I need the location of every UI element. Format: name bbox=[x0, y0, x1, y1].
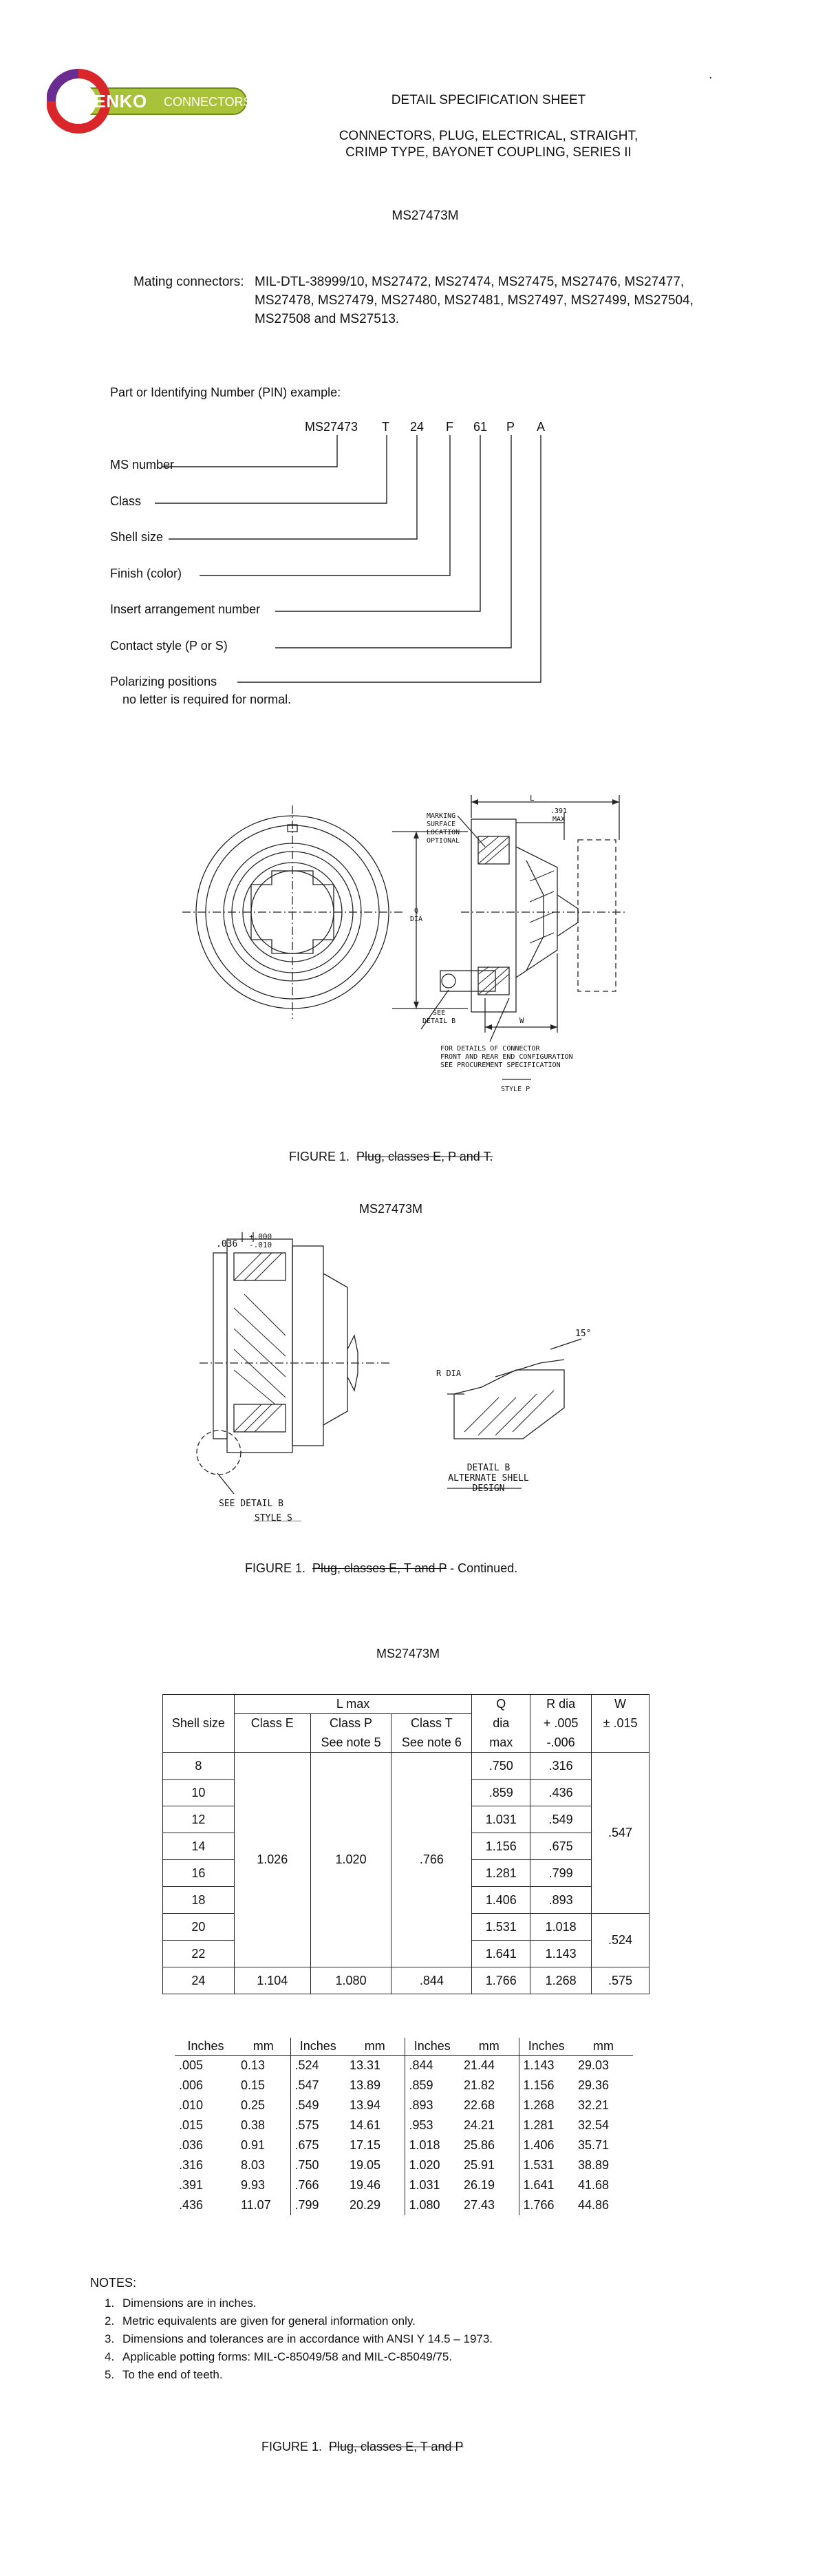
header-q-max: max bbox=[472, 1733, 530, 1753]
figure-1-drawing-style-s bbox=[193, 1232, 619, 1521]
pin-code-contact: P bbox=[506, 420, 515, 434]
l-class-t: .766 bbox=[391, 1753, 472, 1967]
metric-cell: .575 bbox=[290, 2115, 345, 2135]
metric-cell: 8.03 bbox=[241, 2158, 266, 2172]
logo-suffix: CONNECTORS bbox=[164, 95, 252, 109]
pin-label-shell: Shell size bbox=[110, 530, 164, 544]
table-row bbox=[175, 2135, 633, 2155]
r-dia: .893 bbox=[530, 1887, 592, 1914]
metric-cell: 13.89 bbox=[350, 2078, 381, 2092]
r-dia: 1.143 bbox=[530, 1941, 592, 1967]
pin-label-contact: Contact style (P or S) bbox=[110, 639, 228, 653]
metric-cell: .436 bbox=[179, 2198, 204, 2212]
table-row bbox=[175, 2175, 633, 2195]
metric-header: Inches bbox=[290, 2038, 345, 2056]
shell-size: 14 bbox=[163, 1833, 235, 1860]
metric-cell: 13.31 bbox=[350, 2058, 381, 2072]
callout-style-s: STYLE S bbox=[255, 1513, 292, 1523]
metric-cell: 1.268 bbox=[519, 2095, 574, 2115]
corner-mark: . bbox=[709, 67, 713, 82]
metric-header: mm bbox=[574, 2038, 633, 2056]
q-dia: 1.766 bbox=[472, 1967, 530, 1994]
r-dia: 1.268 bbox=[530, 1967, 592, 1994]
metric-header: mm bbox=[345, 2038, 405, 2056]
metric-cell: 32.21 bbox=[578, 2098, 610, 2112]
metric-cell: .953 bbox=[405, 2115, 460, 2135]
metric-cell: 35.71 bbox=[578, 2138, 610, 2152]
part-number-3: MS27473M bbox=[376, 1647, 440, 1660]
l-class-t-24: .844 bbox=[391, 1967, 472, 1994]
q-dia: 1.031 bbox=[472, 1806, 530, 1833]
header-w: W bbox=[592, 1695, 649, 1714]
metric-cell: .750 bbox=[290, 2155, 345, 2175]
pin-label-polar: Polarizing positions bbox=[110, 675, 217, 688]
l-class-e-24: 1.104 bbox=[234, 1967, 310, 1994]
metric-cell: 0.38 bbox=[241, 2118, 266, 2132]
mating-line-2: MS27478, MS27479, MS27480, MS27481, MS27497, MS27499, MS27504, bbox=[255, 293, 694, 308]
table-row bbox=[175, 2115, 633, 2135]
part-number: MS27473M bbox=[391, 209, 459, 223]
shell-size: 12 bbox=[163, 1806, 235, 1833]
metric-cell: 1.031 bbox=[405, 2175, 460, 2195]
metric-cell: .010 bbox=[179, 2098, 204, 2112]
w-value: .524 bbox=[592, 1914, 649, 1967]
metric-cell: 25.86 bbox=[464, 2138, 495, 2152]
metric-cell: .893 bbox=[405, 2095, 460, 2115]
dimension-table bbox=[162, 1694, 649, 1994]
notes-list bbox=[105, 2294, 493, 2384]
pin-code-ms: MS27473 bbox=[305, 420, 358, 434]
header-w-tol: ± .015 bbox=[592, 1714, 649, 1733]
metric-cell: 17.15 bbox=[350, 2138, 381, 2152]
w-value: .547 bbox=[592, 1753, 649, 1914]
callout-see-detail-b-s: SEE DETAIL B bbox=[219, 1499, 283, 1509]
header-shell-size: Shell size bbox=[163, 1695, 235, 1753]
header-r-minus: -.006 bbox=[530, 1733, 592, 1753]
metric-cell: 21.44 bbox=[464, 2058, 495, 2072]
q-dia: 1.531 bbox=[472, 1914, 530, 1941]
note-item: 4. Applicable potting forms: MIL-C-85049/58 and MIL-C-85049/75. bbox=[105, 2350, 453, 2363]
l-class-p: 1.020 bbox=[310, 1753, 391, 1967]
callout-036: .036 bbox=[216, 1239, 238, 1249]
metric-cell: 44.86 bbox=[578, 2198, 610, 2212]
metric-cell: 9.93 bbox=[241, 2178, 266, 2192]
q-dia: 1.156 bbox=[472, 1833, 530, 1860]
shell-size: 22 bbox=[163, 1941, 235, 1967]
w-value: .575 bbox=[592, 1967, 649, 1994]
doc-subtitle-2: CRIMP TYPE, BAYONET COUPLING, SERIES II bbox=[345, 145, 632, 160]
mating-line-1: MIL-DTL-38999/10, MS27472, MS27474, MS27475, MS27476, MS27477, bbox=[255, 275, 685, 289]
metric-cell: 27.43 bbox=[464, 2198, 495, 2212]
callout-r-dia: R DIA bbox=[436, 1369, 462, 1378]
callout-l: L bbox=[530, 794, 535, 803]
metric-header: Inches bbox=[405, 2038, 460, 2056]
pin-label-insert: Insert arrangement number bbox=[110, 602, 261, 616]
logo-brand: CHENKO bbox=[67, 91, 147, 112]
shell-size: 18 bbox=[163, 1887, 235, 1914]
callout-391-max: .391 MAX bbox=[550, 807, 568, 823]
pin-code-class: T bbox=[382, 420, 389, 434]
pin-title: Part or Identifying Number (PIN) example: bbox=[110, 386, 341, 399]
metric-cell: 1.080 bbox=[405, 2195, 460, 2215]
table-row bbox=[175, 2056, 633, 2076]
metric-header: mm bbox=[237, 2038, 290, 2056]
header-class-e: Class E bbox=[234, 1714, 310, 1733]
metric-cell: 25.91 bbox=[464, 2158, 495, 2172]
metric-cell: 11.07 bbox=[241, 2198, 271, 2212]
part-number-2: MS27473M bbox=[358, 1202, 423, 1216]
pin-code-polar: A bbox=[537, 420, 546, 434]
metric-header: Inches bbox=[519, 2038, 574, 2056]
l-class-e: 1.026 bbox=[234, 1753, 310, 1967]
mating-label: Mating connectors: bbox=[133, 275, 244, 289]
q-dia: 1.281 bbox=[472, 1860, 530, 1887]
r-dia: .799 bbox=[530, 1860, 592, 1887]
header-r: R dia bbox=[530, 1695, 592, 1714]
header-q-dia: dia bbox=[472, 1714, 530, 1733]
shell-size: 20 bbox=[163, 1914, 235, 1941]
metric-cell: 29.36 bbox=[578, 2078, 610, 2092]
q-dia: .750 bbox=[472, 1753, 530, 1780]
metric-cell: 19.46 bbox=[350, 2178, 381, 2192]
figure-1-caption-c: FIGURE 1. Plug, classes E, T and P bbox=[261, 2440, 464, 2453]
table-row bbox=[175, 2095, 633, 2115]
header-class-p: Class P bbox=[310, 1714, 391, 1733]
table-row bbox=[175, 2195, 633, 2215]
l-class-p-24: 1.080 bbox=[310, 1967, 391, 1994]
metric-cell: .549 bbox=[290, 2095, 345, 2115]
shell-size: 10 bbox=[163, 1780, 235, 1806]
r-dia: .675 bbox=[530, 1833, 592, 1860]
metric-cell: 1.020 bbox=[405, 2155, 460, 2175]
metric-cell: 19.05 bbox=[350, 2158, 381, 2172]
r-dia: .436 bbox=[530, 1780, 592, 1806]
r-dia: .316 bbox=[530, 1753, 592, 1780]
metric-cell: .005 bbox=[179, 2058, 204, 2072]
metric-cell: 0.25 bbox=[241, 2098, 266, 2112]
q-dia: 1.641 bbox=[472, 1941, 530, 1967]
note-item: 5. To the end of teeth. bbox=[105, 2368, 223, 2381]
metric-cell: 13.94 bbox=[350, 2098, 381, 2112]
metric-cell: .859 bbox=[405, 2076, 460, 2095]
doc-title: DETAIL SPECIFICATION SHEET bbox=[391, 93, 586, 107]
metric-cell: 32.54 bbox=[578, 2118, 610, 2132]
metric-cell: 14.61 bbox=[350, 2118, 381, 2132]
pin-code-shell: 24 bbox=[410, 420, 425, 434]
metric-cell: 21.82 bbox=[464, 2078, 495, 2092]
metric-cell: 1.641 bbox=[519, 2175, 574, 2195]
metric-cell: .799 bbox=[290, 2195, 345, 2215]
metric-cell: .524 bbox=[290, 2056, 345, 2076]
metric-cell: 1.156 bbox=[519, 2076, 574, 2095]
metric-cell: 1.281 bbox=[519, 2115, 574, 2135]
pin-code-finish: F bbox=[446, 420, 453, 434]
mating-line-3: MS27508 and MS27513. bbox=[255, 312, 400, 326]
doc-subtitle-1: CONNECTORS, PLUG, ELECTRICAL, STRAIGHT, bbox=[339, 129, 638, 143]
notes-title: NOTES: bbox=[90, 2276, 137, 2290]
metric-cell: 0.15 bbox=[241, 2078, 266, 2092]
metric-table bbox=[175, 2038, 633, 2215]
metric-cell: 22.68 bbox=[464, 2098, 495, 2112]
metric-header: mm bbox=[460, 2038, 519, 2056]
header-r-plus: + .005 bbox=[530, 1714, 592, 1733]
callout-036-tol: +.000 -.010 bbox=[249, 1232, 272, 1249]
pin-code-insert: 61 bbox=[473, 420, 488, 434]
shell-size: 8 bbox=[163, 1753, 235, 1780]
metric-cell: .391 bbox=[179, 2178, 204, 2192]
callout-15-deg: 15° bbox=[575, 1329, 592, 1339]
table-row bbox=[175, 2155, 633, 2175]
table-row bbox=[175, 2076, 633, 2095]
metric-cell: .766 bbox=[290, 2175, 345, 2195]
pin-label-class: Class bbox=[110, 494, 142, 508]
callout-marking: MARKING SURFACE LOCATION OPTIONAL bbox=[427, 812, 460, 845]
metric-cell: 20.29 bbox=[350, 2198, 381, 2212]
metric-cell: .675 bbox=[290, 2135, 345, 2155]
metric-header: Inches bbox=[175, 2038, 237, 2056]
figure-1-caption-b: FIGURE 1. Plug, classes E, T and P - Continued. bbox=[245, 1561, 518, 1575]
metric-cell: 29.03 bbox=[578, 2058, 610, 2072]
metric-cell: .036 bbox=[179, 2138, 204, 2152]
callout-details-note: FOR DETAILS OF CONNECTOR FRONT AND REAR END CONFIGURATION SEE PROCUREMENT SPECIFICATION bbox=[440, 1045, 573, 1069]
pin-note: no letter is required for normal. bbox=[122, 693, 292, 706]
pin-label-ms: MS number bbox=[110, 458, 175, 472]
note-item: 2. Metric equivalents are given for general information only. bbox=[105, 2314, 416, 2327]
metric-cell: 0.91 bbox=[241, 2138, 266, 2152]
metric-cell: .547 bbox=[290, 2076, 345, 2095]
header-q: Q bbox=[472, 1695, 530, 1714]
shell-size: 16 bbox=[163, 1860, 235, 1887]
metric-cell: 0.13 bbox=[241, 2058, 266, 2072]
metric-cell: .006 bbox=[179, 2078, 204, 2092]
r-dia: .549 bbox=[530, 1806, 592, 1833]
note-item: 1. Dimensions are in inches. bbox=[105, 2297, 257, 2310]
metric-cell: .015 bbox=[179, 2118, 204, 2132]
header-l-max: L max bbox=[234, 1695, 471, 1714]
metric-cell: .316 bbox=[179, 2158, 204, 2172]
header-class-t: Class T bbox=[391, 1714, 472, 1733]
metric-cell: 41.68 bbox=[578, 2178, 610, 2192]
shell-size: 24 bbox=[163, 1967, 235, 1994]
r-dia: 1.018 bbox=[530, 1914, 592, 1941]
header-class-t-note: See note 6 bbox=[391, 1733, 472, 1753]
callout-see-detail-b: SEE DETAIL B bbox=[422, 1009, 456, 1025]
metric-cell: 1.143 bbox=[519, 2056, 574, 2076]
metric-cell: 1.018 bbox=[405, 2135, 460, 2155]
callout-detail-b: DETAIL B ALTERNATE SHELL DESIGN bbox=[448, 1463, 529, 1494]
metric-cell: 24.21 bbox=[464, 2118, 495, 2132]
metric-cell: 38.89 bbox=[578, 2158, 610, 2172]
q-dia: .859 bbox=[472, 1780, 530, 1806]
note-item: 3. Dimensions and tolerances are in accordance with ANSI Y 14.5 – 1973. bbox=[105, 2332, 493, 2345]
callout-q-dia: Q DIA bbox=[410, 907, 423, 923]
pin-label-finish: Finish (color) bbox=[110, 567, 182, 580]
callout-w: W bbox=[519, 1016, 524, 1025]
metric-cell: 1.531 bbox=[519, 2155, 574, 2175]
callout-style-p: STYLE P bbox=[501, 1086, 530, 1093]
figure-1-caption-a: FIGURE 1. Plug, classes E, P and T. bbox=[289, 1150, 493, 1163]
metric-cell: 26.19 bbox=[464, 2178, 495, 2192]
q-dia: 1.406 bbox=[472, 1887, 530, 1914]
metric-cell: 1.766 bbox=[519, 2195, 574, 2215]
metric-cell: .844 bbox=[405, 2056, 460, 2076]
metric-cell: 1.406 bbox=[519, 2135, 574, 2155]
header-class-p-note: See note 5 bbox=[310, 1733, 391, 1753]
